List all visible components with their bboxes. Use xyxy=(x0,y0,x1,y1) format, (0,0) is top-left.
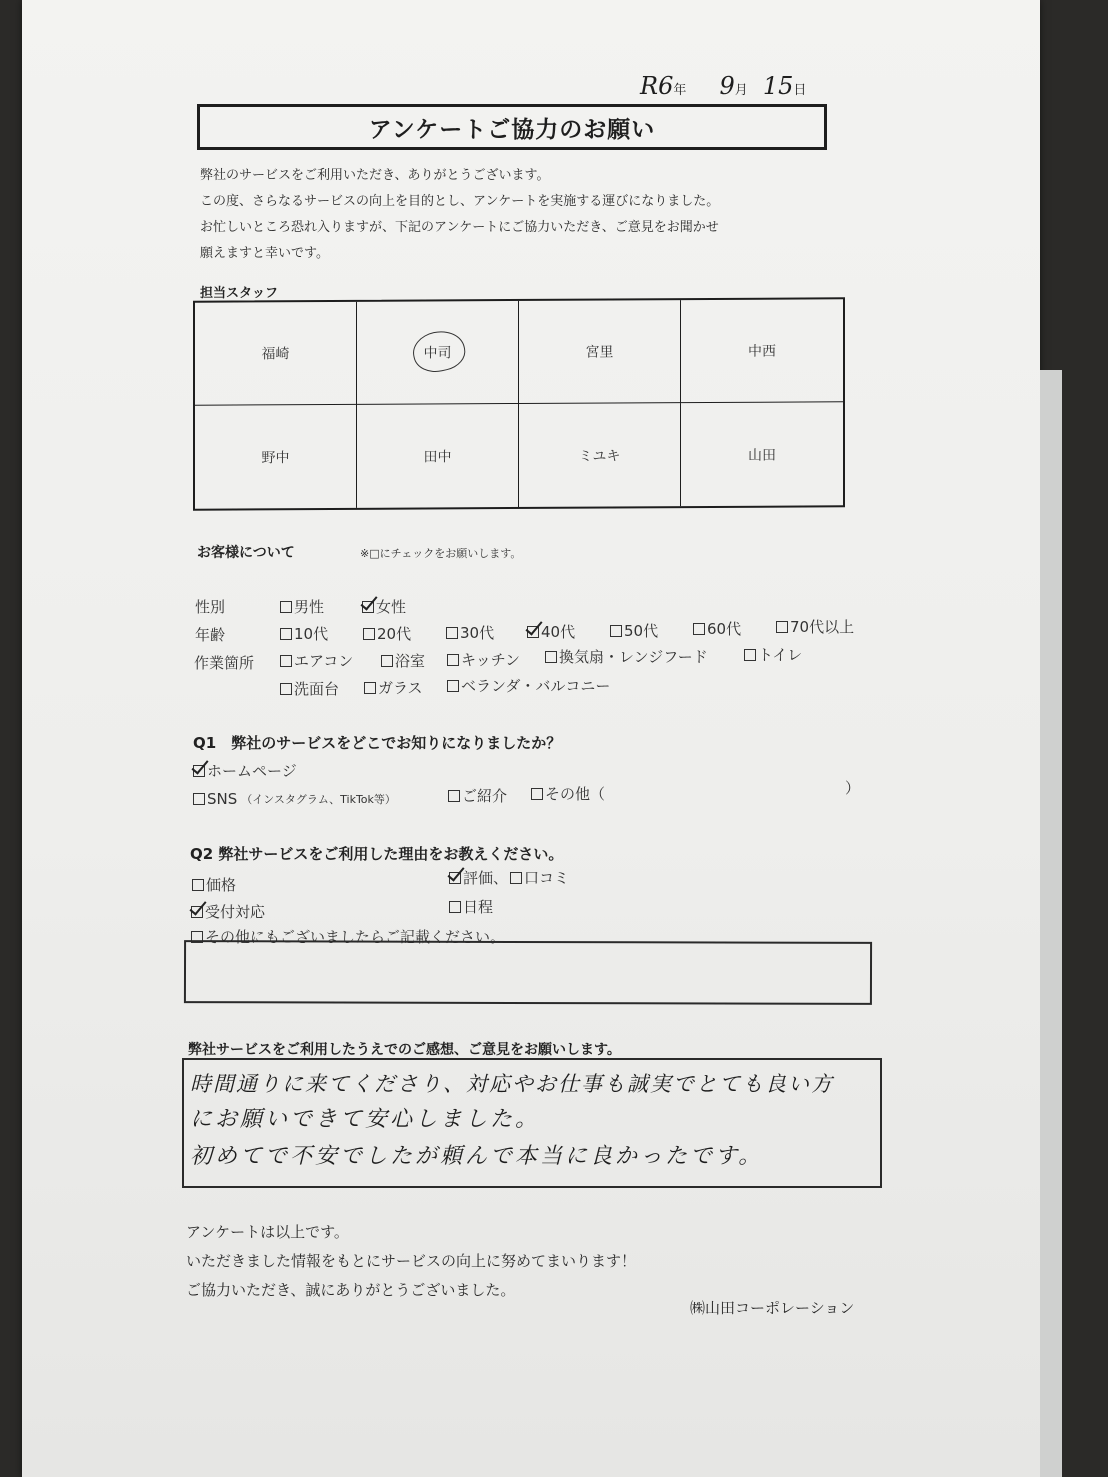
staff-name: 宮里 xyxy=(585,344,614,361)
page-title xyxy=(197,104,827,150)
date-line xyxy=(640,72,806,100)
work-option[interactable] xyxy=(447,649,520,670)
q1-option-homepage[interactable] xyxy=(193,760,297,781)
checkbox[interactable] xyxy=(545,651,557,663)
q2-option-schedule[interactable] xyxy=(449,896,493,917)
staff-cell[interactable] xyxy=(195,302,357,406)
q2-option-reception[interactable] xyxy=(191,901,265,922)
age-label: 年齢 xyxy=(195,626,226,644)
folder-edge xyxy=(1040,370,1062,1477)
staff-name: 山田 xyxy=(748,447,776,464)
staff-name: 中西 xyxy=(748,343,776,360)
checkbox[interactable] xyxy=(447,654,459,666)
checkbox[interactable] xyxy=(193,793,205,805)
intro-line: 弊社のサービスをご利用いただき、ありがとうございます。 xyxy=(200,168,550,183)
intro-paragraph xyxy=(200,163,719,267)
checkbox[interactable] xyxy=(364,682,376,694)
staff-name: 中司 xyxy=(423,345,452,362)
option-label: 価格 xyxy=(206,876,237,894)
staff-cell[interactable] xyxy=(357,404,519,508)
company-name: ㈱山田コーポレーション xyxy=(690,1299,855,1317)
handdrawn-circle-mark xyxy=(409,326,468,376)
staff-cell-selected[interactable] xyxy=(357,301,519,405)
age-option[interactable] xyxy=(363,623,411,644)
checkbox-checked[interactable] xyxy=(527,626,539,638)
date-day: 15 xyxy=(762,72,794,100)
staff-cell[interactable] xyxy=(195,405,357,509)
customer-note: ※□にチェックをお願いします。 xyxy=(360,547,522,560)
checkbox[interactable] xyxy=(744,649,756,661)
option-label: 評価、 xyxy=(463,869,509,887)
closing-line: アンケートは以上です。 xyxy=(186,1223,349,1241)
checkbox[interactable] xyxy=(510,872,522,884)
work-option[interactable] xyxy=(545,646,708,667)
handwritten-comment-line: 時間通りに来てくださり、対応やお仕事も誠実でとても良い方 xyxy=(190,1072,834,1096)
gender-label: 性別 xyxy=(195,598,226,616)
option-label: 70代以上 xyxy=(790,618,855,636)
checkbox[interactable] xyxy=(280,628,292,640)
closing-line: ご協力いただき、誠にありがとうございました。 xyxy=(186,1281,516,1299)
checkbox[interactable] xyxy=(449,901,461,913)
option-label: 20代 xyxy=(377,625,412,643)
option-label: 洗面台 xyxy=(294,680,340,698)
checkbox[interactable] xyxy=(192,879,204,891)
age-option[interactable] xyxy=(776,616,854,637)
option-label: 日程 xyxy=(463,898,494,916)
option-label: その他（ xyxy=(545,785,606,803)
date-era-year: R6 xyxy=(640,72,674,100)
option-label: 口コミ xyxy=(524,869,570,887)
option-label: 50代 xyxy=(624,622,659,640)
staff-label: 担当スタッフ xyxy=(200,286,279,301)
q2-title: Q2 弊社サービスをご利用した理由をお教えください。 xyxy=(190,845,564,863)
checkbox-checked[interactable] xyxy=(193,765,205,777)
staff-cell[interactable] xyxy=(681,402,843,506)
gender-option-male[interactable] xyxy=(280,596,324,617)
option-label: エアコン xyxy=(294,652,354,670)
work-label: 作業箇所 xyxy=(194,654,255,672)
work-option[interactable] xyxy=(744,644,802,665)
q2-option-price[interactable] xyxy=(192,874,236,895)
work-option[interactable] xyxy=(381,650,425,671)
checkbox[interactable] xyxy=(363,628,375,640)
q1-option-sns[interactable] xyxy=(193,790,396,808)
option-label: 60代 xyxy=(707,620,742,638)
q2-option-reviews[interactable] xyxy=(449,867,569,888)
work-option[interactable] xyxy=(364,677,423,698)
staff-cell[interactable] xyxy=(681,299,843,403)
handwritten-comment-line: 初めてで不安でしたが頼んで本当に良かったです。 xyxy=(190,1144,764,1169)
staff-name: ミユキ xyxy=(578,447,621,465)
checkbox[interactable] xyxy=(531,788,543,800)
option-label: 女性 xyxy=(376,598,407,616)
staff-cell[interactable] xyxy=(519,300,681,404)
age-option[interactable] xyxy=(610,620,658,641)
checkbox[interactable] xyxy=(446,627,458,639)
age-option[interactable] xyxy=(527,621,575,642)
checkbox-checked[interactable] xyxy=(191,906,203,918)
work-option[interactable] xyxy=(447,675,610,696)
comments-label: 弊社サービスをご利用したうえでのご感想、ご意見をお願いします。 xyxy=(188,1042,621,1058)
checkbox[interactable] xyxy=(448,790,460,802)
checkbox-checked[interactable] xyxy=(362,601,374,613)
other-reason-field[interactable] xyxy=(184,940,872,1005)
option-label: トイレ xyxy=(758,646,803,664)
closing-line: いただきました情報をもとにサービスの向上に努めてまいります！ xyxy=(186,1252,637,1270)
handwritten-comment-line: にお願いできて安心しました。 xyxy=(190,1107,541,1132)
option-label: キッチン xyxy=(461,651,520,669)
checkbox[interactable] xyxy=(693,623,705,635)
option-label: 受付対応 xyxy=(205,903,266,921)
checkbox[interactable] xyxy=(280,601,292,613)
intro-line: お忙しいところ恐れ入りますが、下記のアンケートにご協力いただき、ご意見をお聞かせ xyxy=(200,220,719,235)
staff-grid xyxy=(193,297,845,510)
option-label: SNS xyxy=(207,790,238,808)
staff-name: 野中 xyxy=(261,449,290,466)
staff-cell[interactable] xyxy=(519,403,681,507)
checkbox[interactable] xyxy=(776,621,788,633)
checkbox[interactable] xyxy=(610,625,622,637)
option-label: 浴室 xyxy=(395,652,426,670)
gender-option-female[interactable] xyxy=(362,596,406,617)
closing-paragraph xyxy=(186,1218,636,1305)
intro-line: 願えますと幸いです。 xyxy=(200,246,329,261)
work-option[interactable] xyxy=(280,650,353,671)
staff-name: 田中 xyxy=(423,448,452,466)
checkbox[interactable] xyxy=(280,655,292,667)
intro-line: この度、さらなるサービスの向上を目的とし、アンケートを実施する運びになりました。 xyxy=(200,194,720,209)
age-option[interactable] xyxy=(446,622,494,643)
option-label: 換気扇・レンジフード xyxy=(559,648,708,666)
checkbox[interactable] xyxy=(381,655,393,667)
staff-name: 福崎 xyxy=(261,346,290,363)
option-label: 10代 xyxy=(294,625,329,643)
option-label: 30代 xyxy=(460,624,495,642)
option-label: ガラス xyxy=(378,679,423,697)
age-option[interactable] xyxy=(280,623,328,644)
checkbox[interactable] xyxy=(447,680,459,692)
work-option[interactable] xyxy=(280,678,339,699)
page-title-text: アンケートご協力のお願い xyxy=(368,116,656,143)
age-option[interactable] xyxy=(693,618,741,639)
date-month: 9 xyxy=(719,72,735,100)
checkbox-checked[interactable] xyxy=(449,872,461,884)
q1-option-other[interactable] xyxy=(531,783,605,804)
date-day-unit: 日 xyxy=(793,83,807,98)
sns-note: （インスタグラム、TikTok等） xyxy=(241,793,396,806)
option-label: ご紹介 xyxy=(462,787,508,805)
date-month-unit: 月 xyxy=(734,83,748,98)
q1-option-referral[interactable] xyxy=(448,785,507,806)
q1-other-close-paren: ） xyxy=(845,779,861,797)
option-label: ベランダ・バルコニー xyxy=(461,677,611,695)
option-label: 男性 xyxy=(294,598,325,616)
date-year-unit: 年 xyxy=(673,83,687,98)
option-label: 40代 xyxy=(541,623,576,641)
customer-label: お客様について xyxy=(197,545,295,561)
option-label: ホームページ xyxy=(207,762,297,780)
checkbox[interactable] xyxy=(280,683,292,695)
q1-title: Q1 弊社のサービスをどこでお知りになりましたか？ xyxy=(193,734,562,752)
option-label: その他にもございましたらご記載ください。 xyxy=(205,928,506,946)
